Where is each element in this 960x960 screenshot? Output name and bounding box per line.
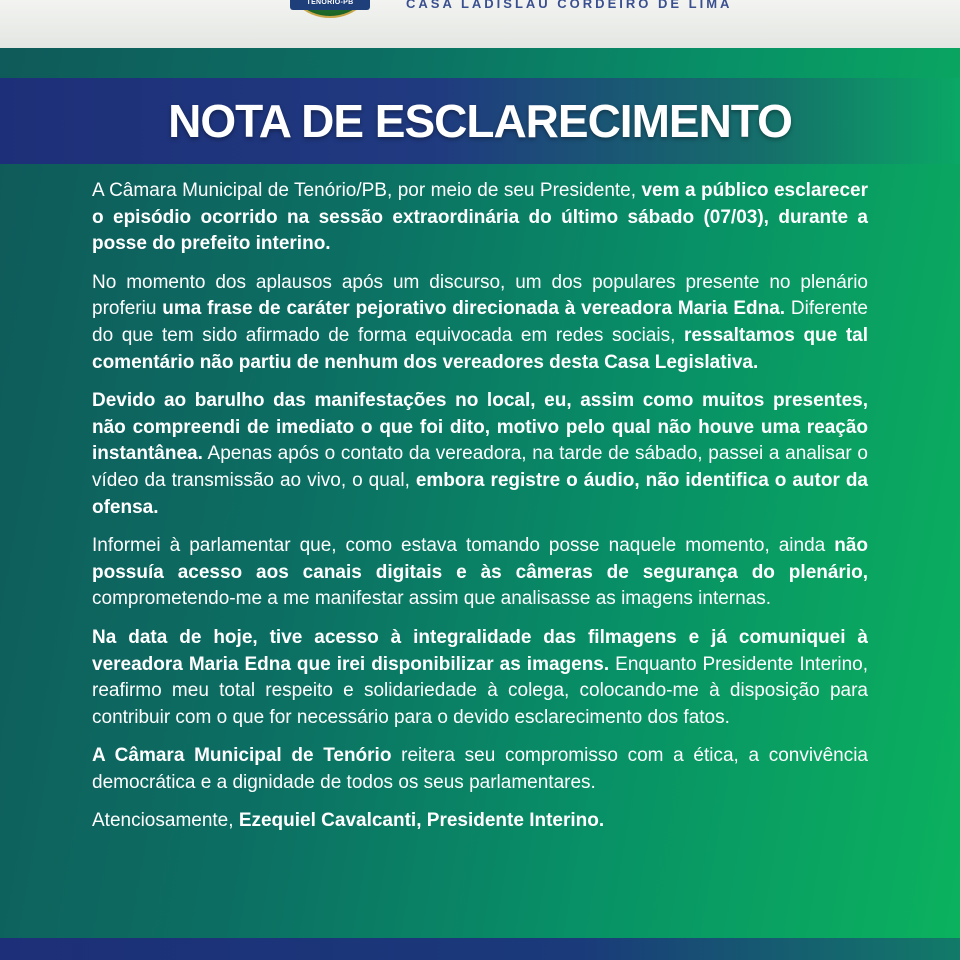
header-band (0, 0, 960, 48)
paragraph-text: Enquanto Presidente Interino, reafirmo meu total respeito e solidariedade à colega, colocando-me à disposição para contribuir com o que for necessário para o devido esclarecimento dos fatos. (92, 653, 868, 728)
paragraph-text: Atenciosamente, (92, 810, 239, 832)
seal-ribbon-text: TENÓRIO-PB (290, 0, 370, 10)
footer-band (0, 938, 960, 960)
paragraph-bold-text: vem a público esclarecer o episódio ocorrido na sessão extraordinária do último sábado (07/03), durante a posse do prefeito interino. (92, 180, 869, 255)
paragraph-text: Apenas após o contato da vereadora, na tarde de sábado, passei a analisar o vídeo da transmissão ao vivo, o qual, (92, 443, 868, 491)
paragraph-text: reitera seu compromisso com a ética, a convivência democrática e a dignidade de todos os seus parlamentares. (92, 745, 868, 793)
note-paragraph (92, 388, 868, 521)
paragraph-bold-text: A Câmara Municipal de Tenório (92, 745, 392, 767)
paragraph-text: Diferente do que tem sido afirmado de forma equivocada em redes sociais, (92, 298, 868, 346)
paragraph-bold-text: Ezequiel Cavalcanti, Presidente Interino. (238, 810, 605, 832)
paragraph-text: A Câmara Municipal de Tenório/PB, por meio de seu Presidente, (92, 180, 642, 201)
paragraph-text: comprometendo-me a me manifestar assim que analisasse as imagens internas. (92, 588, 772, 610)
note-paragraph (92, 178, 868, 258)
paragraph-bold-text: uma frase de caráter pejorativo direcionada à vereadora Maria Edna. (162, 298, 786, 320)
note-paragraph (92, 270, 868, 376)
note-paragraph (92, 808, 868, 835)
note-paragraph (92, 743, 868, 796)
paragraph-bold-text: ressaltamos que tal comentário não partiu de nenhum dos vereadores desta Casa Legislativa. (92, 324, 868, 373)
paragraph-bold-text: Devido ao barulho das manifestações no local, eu, assim como muitos presentes, não compreendi de imediato o que foi dito, motivo pelo qual não houve uma reação instantânea. (92, 390, 868, 465)
paragraph-bold-text: não possuía acesso aos canais digitais e às câmeras de segurança do plenário, (92, 535, 868, 583)
paragraph-bold-text: Na data de hoje, tive acesso à integralidade das filmagens e já comuniquei à vereadora Maria Edna que irei disponibilizar as imagens. (92, 626, 868, 675)
paragraph-bold-text: embora registre o áudio, não identifica o autor da ofensa. (92, 469, 868, 518)
page-title: NOTA DE ESCLARECIMENTO (168, 95, 792, 147)
paragraph-text: Informei à parlamentar que, como estava tomando posse naquele momento, ainda (92, 535, 835, 557)
paragraph-text: No momento dos aplausos após um discurso, um dos populares presente no plenário proferiu (92, 271, 868, 320)
note-paragraph (92, 625, 868, 731)
note-body (92, 178, 868, 847)
header-subtitle: CASA LADISLAU CORDEIRO DE LIMA (406, 0, 733, 11)
chamber-seal-logo (282, 0, 378, 18)
note-paragraph (92, 533, 868, 613)
